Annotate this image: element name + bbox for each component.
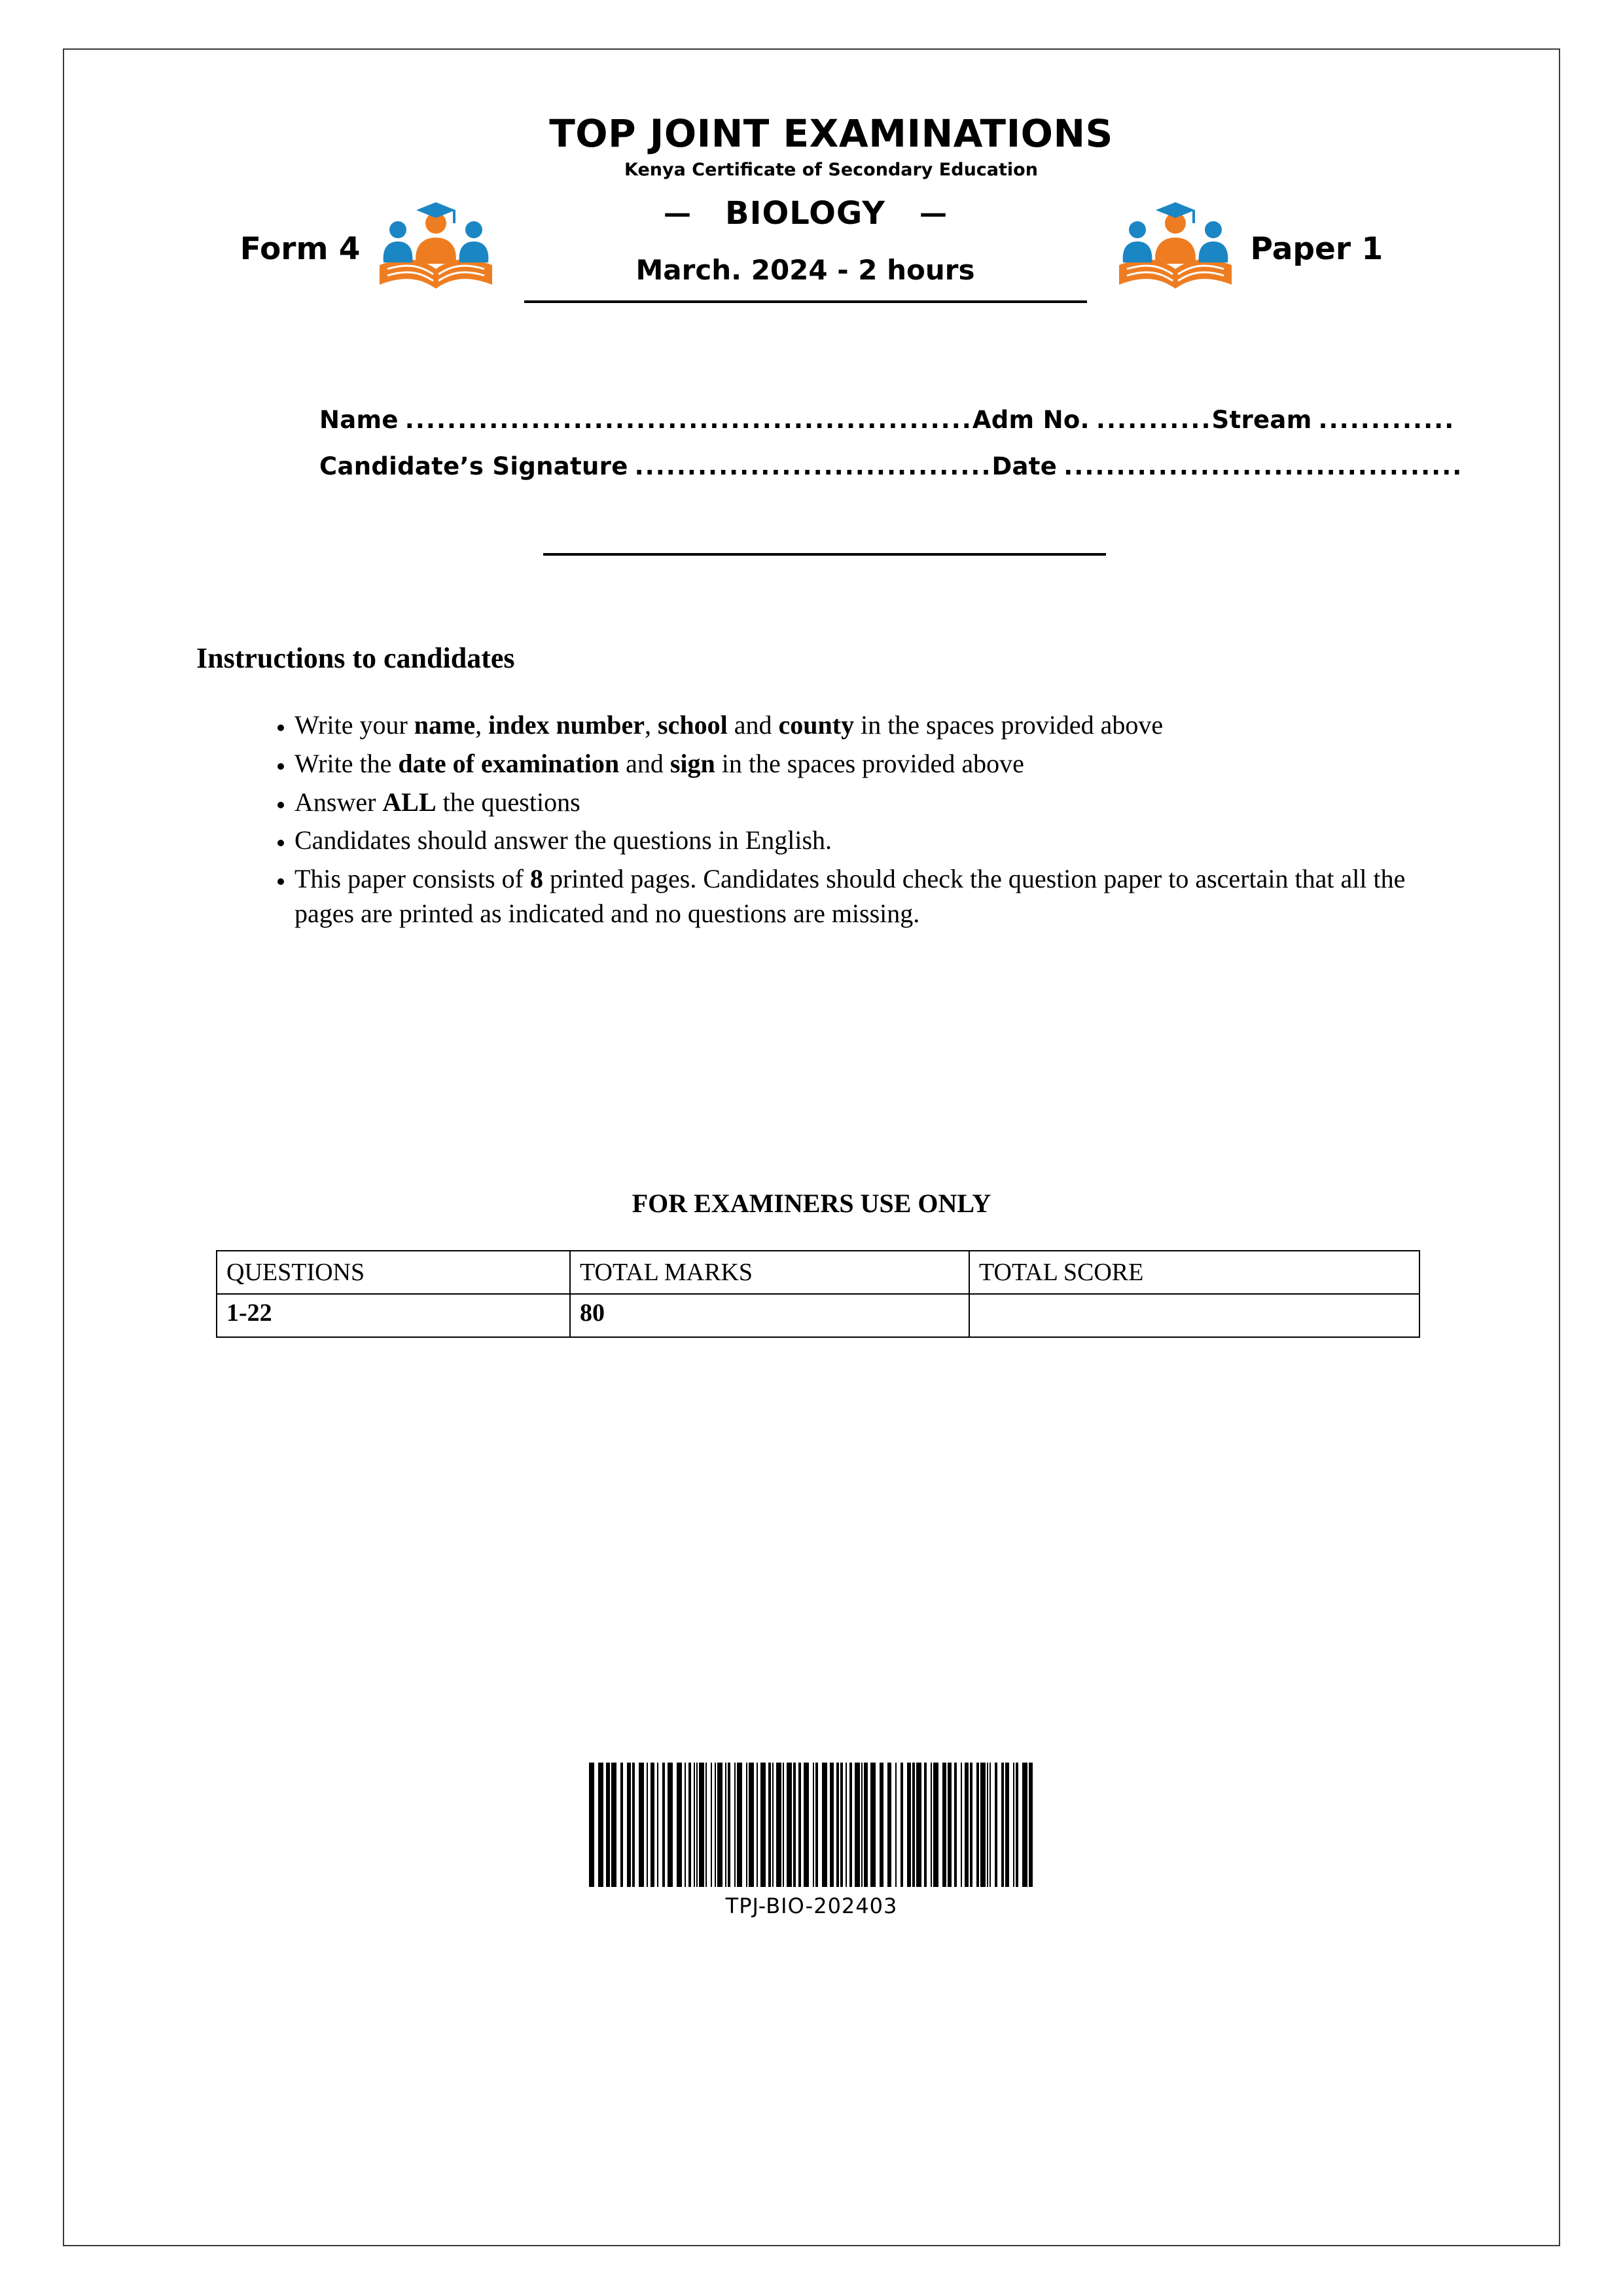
cell-total-marks: 80 xyxy=(570,1294,969,1337)
logo-left xyxy=(361,187,511,311)
title-row xyxy=(223,187,1400,311)
list-item: • Write the date of examination and sign in the spaces provided above xyxy=(294,747,1466,781)
column-header-total-score: TOTAL SCORE xyxy=(969,1251,1419,1294)
name-label: Name xyxy=(319,406,399,434)
paper-label: Paper 1 xyxy=(1250,230,1383,267)
exam-subtitle: Kenya Certificate of Secondary Education xyxy=(624,160,1038,180)
examiners-marks-table xyxy=(216,1250,1420,1338)
dash-right-icon: — xyxy=(919,197,948,229)
document-header xyxy=(223,111,1400,311)
fields-rule xyxy=(543,553,1106,556)
logo-right xyxy=(1100,187,1251,311)
form-label: Form 4 xyxy=(240,230,361,267)
center-title-block xyxy=(511,195,1100,303)
name-field-row xyxy=(319,406,1455,434)
cell-total-score[interactable] xyxy=(969,1294,1419,1337)
list-item: • Candidates should answer the questions in English. xyxy=(294,823,1466,858)
column-header-total-marks: TOTAL MARKS xyxy=(570,1251,969,1294)
date-label: Date xyxy=(991,452,1058,480)
list-item: • Answer ALL the questions xyxy=(294,785,1466,820)
barcode-block xyxy=(0,1754,1623,1918)
instructions-list xyxy=(249,708,1466,935)
candidate-details xyxy=(319,406,1463,499)
signature-field-row xyxy=(319,452,1463,480)
subject-label: BIOLOGY xyxy=(725,194,886,232)
adm-no-label: Adm No. xyxy=(972,406,1090,434)
header-rule xyxy=(524,300,1087,303)
cell-questions: 1-22 xyxy=(217,1294,570,1337)
list-item: • Write your name, index number, school and county in the spaces provided above xyxy=(294,708,1466,743)
signature-label: Candidate’s Signature xyxy=(319,452,628,480)
exam-title: TOP JOINT EXAMINATIONS xyxy=(549,111,1113,156)
name-input[interactable]: ...................................................... xyxy=(404,406,972,434)
date-input[interactable]: ...................................... xyxy=(1063,452,1463,480)
table-row xyxy=(217,1294,1419,1337)
signature-input[interactable]: .................................. xyxy=(634,452,992,480)
barcode-label: TPJ-BIO-202403 xyxy=(725,1893,898,1918)
instructions-heading: Instructions to candidates xyxy=(196,642,515,674)
stream-input[interactable]: ............. xyxy=(1318,406,1455,434)
examiners-section-title: FOR EXAMINERS USE ONLY xyxy=(632,1189,991,1218)
exam-datetime: March. 2024 - 2 hours xyxy=(635,253,975,286)
stream-label: Stream xyxy=(1211,406,1312,434)
barcode-image xyxy=(589,1763,1034,1887)
column-header-questions: QUESTIONS xyxy=(217,1251,570,1294)
table-header-row xyxy=(217,1251,1419,1294)
adm-no-input[interactable]: ........... xyxy=(1096,406,1212,434)
list-item: • This paper consists of 8 printed pages. Candidates should check the question paper to ascertain that all the pages are printed as indicated and no questions are missing. xyxy=(294,862,1466,931)
dash-left-icon: — xyxy=(664,197,691,229)
subject-line xyxy=(511,195,1100,232)
